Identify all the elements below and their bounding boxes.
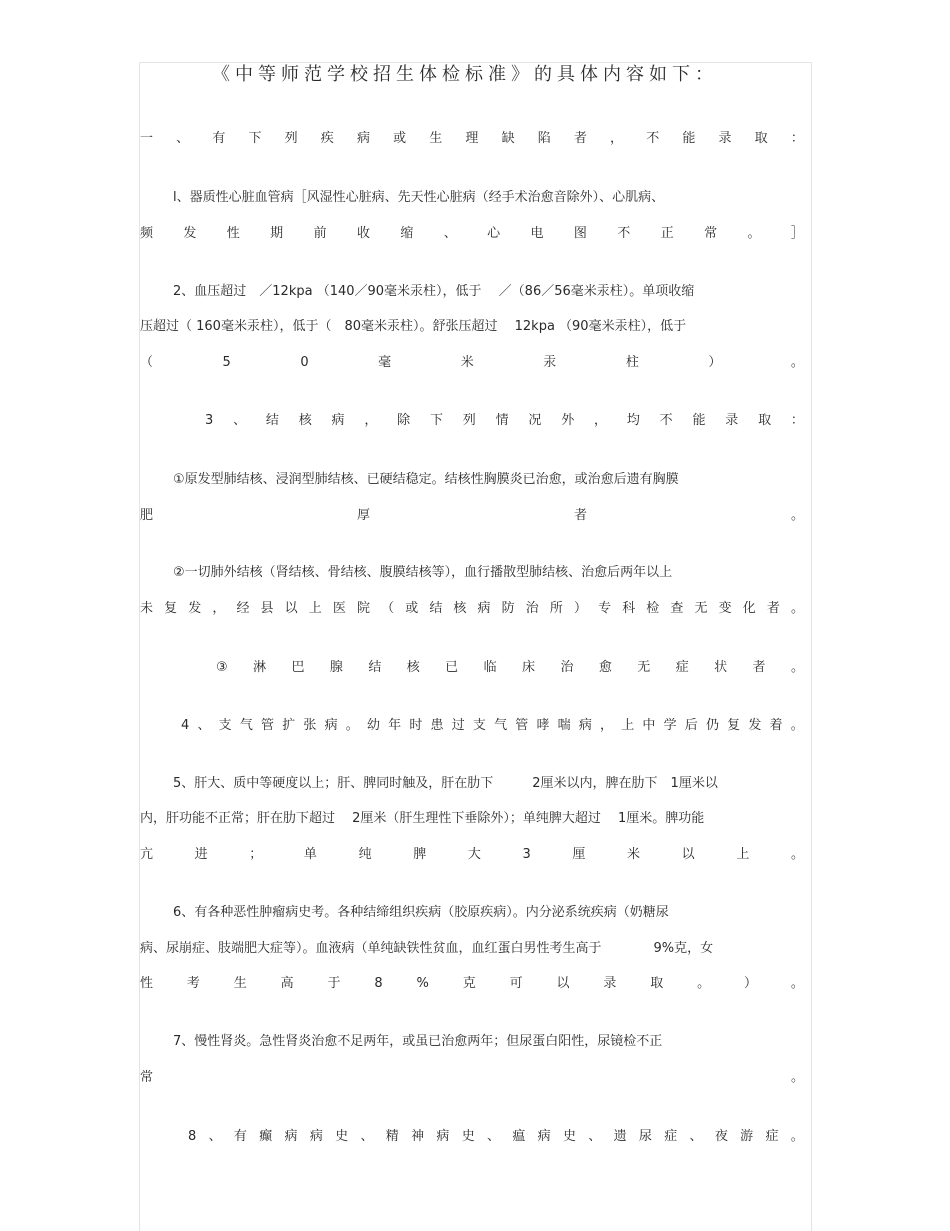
item3-sub2-line2 bbox=[140, 601, 804, 617]
char: 淋 bbox=[253, 660, 267, 675]
section1-header bbox=[140, 131, 804, 147]
char: 未 bbox=[140, 601, 154, 616]
char: 者 bbox=[573, 131, 587, 146]
char: 电 bbox=[530, 226, 544, 241]
item3-sub3 bbox=[216, 660, 804, 676]
char: 病 bbox=[356, 131, 370, 146]
char: 纯 bbox=[358, 847, 372, 862]
char: 结 bbox=[368, 660, 382, 675]
char: 病 bbox=[284, 1129, 298, 1144]
char: 床 bbox=[522, 660, 536, 675]
char: 、 bbox=[443, 226, 457, 241]
char: 者 bbox=[752, 660, 766, 675]
char: 8 bbox=[374, 976, 383, 991]
char: 、 bbox=[208, 1129, 222, 1144]
char: ） bbox=[573, 601, 587, 616]
char: 理 bbox=[465, 131, 479, 146]
char: 柱 bbox=[625, 355, 639, 370]
char: 有 bbox=[212, 131, 226, 146]
char: 时 bbox=[409, 718, 423, 733]
char: 。 bbox=[697, 976, 711, 991]
char: 症 bbox=[675, 660, 689, 675]
char: 者 bbox=[573, 508, 587, 523]
item5-line3 bbox=[140, 847, 804, 863]
char: ］ bbox=[790, 226, 804, 241]
char: 频 bbox=[140, 226, 154, 241]
char: 病 bbox=[324, 718, 338, 733]
char: 高 bbox=[280, 976, 294, 991]
char: 可 bbox=[509, 976, 523, 991]
char: 克 bbox=[462, 976, 476, 991]
char: 生 bbox=[429, 131, 443, 146]
char: 史 bbox=[335, 1129, 349, 1144]
item3-sub2-line1: ②一切肺外结核（肾结核、骨结核、腹膜结核等），血行播散型肺结核、治愈后两年以上 bbox=[173, 565, 673, 580]
char: 喘 bbox=[557, 718, 571, 733]
char: 发 bbox=[183, 226, 197, 241]
char: 。 bbox=[790, 976, 804, 991]
char: 不 bbox=[646, 131, 660, 146]
char: 学 bbox=[663, 718, 677, 733]
char: 病 bbox=[309, 1129, 323, 1144]
char: 心 bbox=[487, 226, 501, 241]
char: 、 bbox=[689, 1129, 703, 1144]
char: 发 bbox=[188, 601, 202, 616]
char: 查 bbox=[670, 601, 684, 616]
char: 于 bbox=[327, 976, 341, 991]
char: 无 bbox=[694, 601, 708, 616]
char: 汞 bbox=[543, 355, 557, 370]
char: 4 bbox=[181, 718, 190, 733]
char: 情 bbox=[495, 413, 509, 428]
char: 病 bbox=[331, 413, 345, 428]
item1-line1: l、器质性心脏血管病［风湿性心脏病、先天性心脏病（经手术治愈音除外）、心肌病、 bbox=[173, 190, 665, 205]
char: ： bbox=[790, 131, 804, 146]
char: 症 bbox=[765, 1129, 779, 1144]
char: ， bbox=[594, 413, 608, 428]
char: 取 bbox=[758, 413, 772, 428]
char: 发 bbox=[748, 718, 762, 733]
char: 复 bbox=[727, 718, 741, 733]
char: 。 bbox=[790, 1070, 804, 1085]
char: 能 bbox=[682, 131, 696, 146]
char: 病 bbox=[477, 601, 491, 616]
char: 过 bbox=[451, 718, 465, 733]
char: 变 bbox=[718, 601, 732, 616]
char: 神 bbox=[411, 1129, 425, 1144]
char: 核 bbox=[453, 601, 467, 616]
item6-line1: 6、有各种恶性肿瘤病史考。各种结缔组织疾病（胶原疾病）。内分泌系统疾病（奶糖尿 bbox=[173, 905, 669, 920]
char: 或 bbox=[393, 131, 407, 146]
char: 不 bbox=[659, 413, 673, 428]
char: 常 bbox=[140, 1070, 154, 1085]
char: 期 bbox=[270, 226, 284, 241]
char: （ bbox=[140, 355, 154, 370]
item2-line1: 2、血压超过 ／12kpa （140／90毫米汞柱），低于 ／（86／56毫米汞柱）。单项收缩 bbox=[173, 284, 695, 299]
char: 史 bbox=[562, 1129, 576, 1144]
char: 县 bbox=[260, 601, 274, 616]
char: 取 bbox=[650, 976, 664, 991]
item5-line2: 内，肝功能不正常；肝在肋下超过 2厘米（肝生理性下垂除外）；单纯脾大超过 1厘米。脾功能 bbox=[140, 811, 705, 826]
char: 厚 bbox=[356, 508, 370, 523]
char: 列 bbox=[284, 131, 298, 146]
char: 缺 bbox=[501, 131, 515, 146]
char: 不 bbox=[617, 226, 631, 241]
char: 巴 bbox=[291, 660, 305, 675]
char: 上 bbox=[621, 718, 635, 733]
char: 脾 bbox=[413, 847, 427, 862]
char: 。 bbox=[790, 601, 804, 616]
item6-line2: 病、尿崩症、肢端肥大症等）。血液病（单纯缺铁性贫血，血红蛋白男性考生高于 9%克，女 bbox=[140, 941, 714, 956]
char: 0 bbox=[300, 355, 309, 370]
char: 。 bbox=[790, 508, 804, 523]
char: 病 bbox=[578, 718, 592, 733]
char: 3 bbox=[522, 847, 531, 862]
char: 3 bbox=[205, 413, 214, 428]
char: 中 bbox=[642, 718, 656, 733]
char: 症 bbox=[664, 1129, 678, 1144]
item2-line3 bbox=[140, 355, 804, 371]
char: 专 bbox=[598, 601, 612, 616]
char: 以 bbox=[284, 601, 298, 616]
char: 瘟 bbox=[512, 1129, 526, 1144]
item7-line2 bbox=[140, 1070, 804, 1086]
char: 扩 bbox=[282, 718, 296, 733]
char: 上 bbox=[308, 601, 322, 616]
char: 厘 bbox=[572, 847, 586, 862]
char: 疾 bbox=[320, 131, 334, 146]
char: 、 bbox=[197, 718, 211, 733]
char: 生 bbox=[233, 976, 247, 991]
char: 图 bbox=[573, 226, 587, 241]
char: 外 bbox=[561, 413, 575, 428]
char: 肥 bbox=[140, 508, 154, 523]
char: 所 bbox=[549, 601, 563, 616]
char: 、 bbox=[360, 1129, 374, 1144]
char: 。 bbox=[790, 718, 804, 733]
char: 复 bbox=[164, 601, 178, 616]
char: 后 bbox=[684, 718, 698, 733]
char: 、 bbox=[487, 1129, 501, 1144]
char: 状 bbox=[714, 660, 728, 675]
char: 游 bbox=[740, 1129, 754, 1144]
char: 病 bbox=[537, 1129, 551, 1144]
char: 幼 bbox=[366, 718, 380, 733]
char: 性 bbox=[226, 226, 240, 241]
char: 一 bbox=[140, 131, 154, 146]
char: 除 bbox=[397, 413, 411, 428]
char: 无 bbox=[637, 660, 651, 675]
char: ； bbox=[249, 847, 263, 862]
char: 气 bbox=[494, 718, 508, 733]
char: 缩 bbox=[400, 226, 414, 241]
char: 有 bbox=[233, 1129, 247, 1144]
char: 陷 bbox=[537, 131, 551, 146]
char: 亢 bbox=[140, 847, 154, 862]
char: 夜 bbox=[714, 1129, 728, 1144]
char: 性 bbox=[140, 976, 154, 991]
char: ） bbox=[708, 355, 722, 370]
char: 张 bbox=[303, 718, 317, 733]
char: 患 bbox=[430, 718, 444, 733]
char: 管 bbox=[515, 718, 529, 733]
char: ， bbox=[600, 718, 614, 733]
char: 上 bbox=[736, 847, 750, 862]
item4 bbox=[181, 718, 804, 734]
char: 、 bbox=[233, 413, 247, 428]
char: 列 bbox=[462, 413, 476, 428]
char: 取 bbox=[754, 131, 768, 146]
char: 遗 bbox=[613, 1129, 627, 1144]
char: 尿 bbox=[638, 1129, 652, 1144]
char: 前 bbox=[313, 226, 327, 241]
char: 。 bbox=[345, 718, 359, 733]
char: ） bbox=[743, 976, 757, 991]
char: 病 bbox=[436, 1129, 450, 1144]
char: 院 bbox=[356, 601, 370, 616]
char: （ bbox=[381, 601, 395, 616]
char: 。 bbox=[790, 847, 804, 862]
char: 愈 bbox=[598, 660, 612, 675]
char: 收 bbox=[356, 226, 370, 241]
char: 支 bbox=[472, 718, 486, 733]
char: 。 bbox=[747, 226, 761, 241]
char: 常 bbox=[704, 226, 718, 241]
char: 哮 bbox=[536, 718, 550, 733]
char: 医 bbox=[332, 601, 346, 616]
char: 5 bbox=[222, 355, 231, 370]
char: 以 bbox=[681, 847, 695, 862]
char: 米 bbox=[460, 355, 474, 370]
char: 治 bbox=[560, 660, 574, 675]
char: 正 bbox=[660, 226, 674, 241]
char: 米 bbox=[627, 847, 641, 862]
char: 考 bbox=[186, 976, 200, 991]
char: % bbox=[416, 976, 429, 991]
char: 治 bbox=[525, 601, 539, 616]
char: 或 bbox=[405, 601, 419, 616]
char: 能 bbox=[692, 413, 706, 428]
char: 。 bbox=[790, 1129, 804, 1144]
item5-line1: 5、肝大、质中等硬度以上；肝、脾同时触及，肝在肋下 2厘米以内，脾在肋下 1厘米以 bbox=[173, 776, 718, 791]
char: 着 bbox=[769, 718, 783, 733]
char: ， bbox=[364, 413, 378, 428]
char: 者 bbox=[766, 601, 780, 616]
item3-sub1-line2 bbox=[140, 508, 804, 524]
char: 气 bbox=[239, 718, 253, 733]
char: 结 bbox=[265, 413, 279, 428]
char: ， bbox=[212, 601, 226, 616]
char: 腺 bbox=[329, 660, 343, 675]
char: 年 bbox=[388, 718, 402, 733]
char: 、 bbox=[176, 131, 190, 146]
char: 8 bbox=[188, 1129, 197, 1144]
char: ： bbox=[790, 413, 804, 428]
char: 录 bbox=[725, 413, 739, 428]
item1-line2 bbox=[140, 226, 804, 242]
char: 已 bbox=[445, 660, 459, 675]
char: 单 bbox=[303, 847, 317, 862]
document-title: 《中等师范学校招生体检标准》的具体内容如下： bbox=[212, 64, 718, 85]
char: 下 bbox=[429, 413, 443, 428]
char: 进 bbox=[194, 847, 208, 862]
char: 、 bbox=[588, 1129, 602, 1144]
char: 史 bbox=[461, 1129, 475, 1144]
char: 临 bbox=[483, 660, 497, 675]
char: 毫 bbox=[378, 355, 392, 370]
item3-header bbox=[205, 413, 804, 429]
char: 经 bbox=[236, 601, 250, 616]
char: 科 bbox=[622, 601, 636, 616]
char: 结 bbox=[429, 601, 443, 616]
char: 精 bbox=[385, 1129, 399, 1144]
char: 检 bbox=[646, 601, 660, 616]
char: 仍 bbox=[705, 718, 719, 733]
char: 核 bbox=[406, 660, 420, 675]
item2-line2: 压超过（ 160毫米汞柱），低于（ 80毫米汞柱）。舒张压超过 12kpa （90毫米汞柱），低于 bbox=[140, 319, 687, 334]
item3-sub1-line1: ①原发型肺结核、浸润型肺结核、已硬结稳定。结核性胸膜炎已治愈，或治愈后遗有胸膜 bbox=[173, 472, 679, 487]
char: 录 bbox=[603, 976, 617, 991]
char: 下 bbox=[248, 131, 262, 146]
char: ， bbox=[610, 131, 624, 146]
char: 录 bbox=[718, 131, 732, 146]
char: 均 bbox=[626, 413, 640, 428]
char: 支 bbox=[218, 718, 232, 733]
item7-line1: 7、慢性肾炎。急性肾炎治愈不足两年，或虽已治愈两年；但尿蛋白阳性，尿镜检不正 bbox=[173, 1034, 663, 1049]
char: 况 bbox=[528, 413, 542, 428]
char: 管 bbox=[261, 718, 275, 733]
char: 。 bbox=[790, 660, 804, 675]
char: 大 bbox=[467, 847, 481, 862]
item6-line3 bbox=[140, 976, 804, 992]
char: 化 bbox=[742, 601, 756, 616]
char: 癫 bbox=[259, 1129, 273, 1144]
char: 以 bbox=[556, 976, 570, 991]
char: 防 bbox=[501, 601, 515, 616]
char: ③ bbox=[216, 660, 228, 675]
item8 bbox=[188, 1129, 804, 1145]
char: 。 bbox=[790, 355, 804, 370]
char: 核 bbox=[298, 413, 312, 428]
